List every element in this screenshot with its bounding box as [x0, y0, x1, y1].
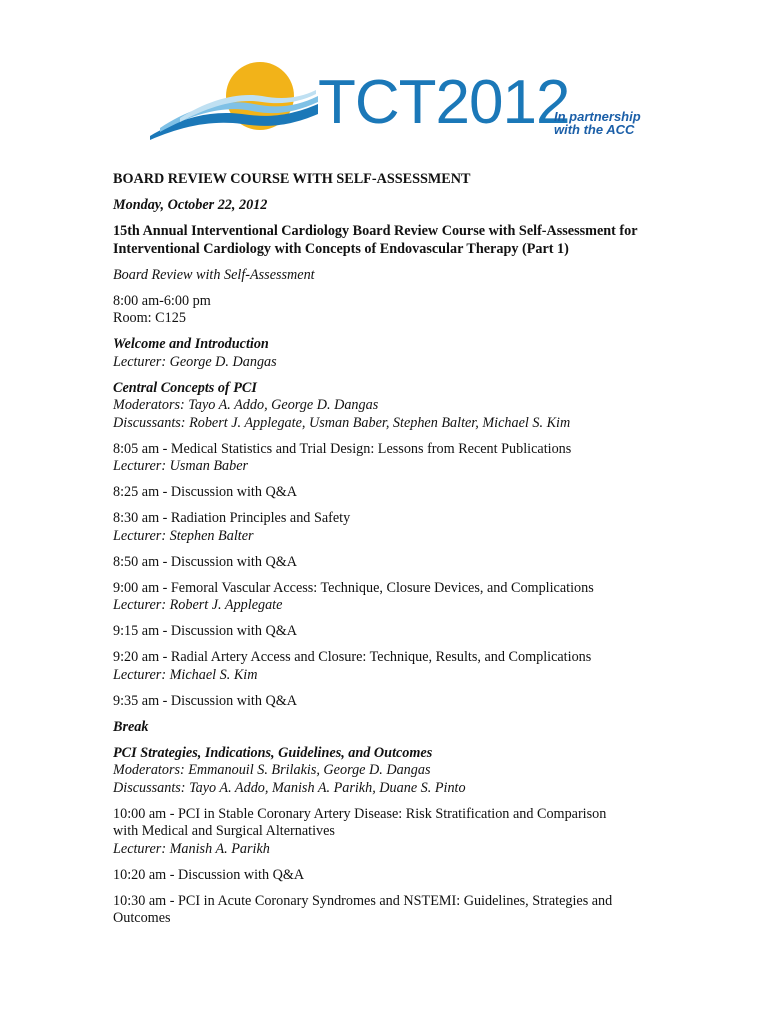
talk-title: 9:00 am - Femoral Vascular Access: Technique, Closure Devices, and Complications — [113, 579, 594, 596]
logo-tagline — [554, 110, 641, 136]
talk-title-line1: 10:00 am - PCI in Stable Coronary Artery Disease: Risk Stratification and Comparison — [113, 805, 607, 822]
talk-lecturer: Lecturer: Robert J. Applegate — [113, 597, 283, 613]
talk-lecturer: Lecturer: Usman Baber — [113, 458, 249, 474]
session-title: 15th Annual Interventional Cardiology Board Review Course with Self-Assessment for Interventional Cardiology with Concepts of Endovascular Therapy (Part 1) — [113, 223, 638, 257]
sun-wave-logo-icon — [150, 52, 320, 142]
strategies-moderators: Moderators: Emmanouil S. Brilakis, George D. Dangas — [113, 762, 431, 778]
welcome-lecturer: Lecturer: George D. Dangas — [113, 353, 277, 370]
session-subtitle: Board Review with Self-Assessment — [113, 266, 315, 283]
agenda-item — [113, 580, 673, 615]
session-room: Room: C125 — [113, 310, 186, 326]
talk-title-line2: with Medical and Surgical Alternatives — [113, 823, 335, 839]
central-title: Central Concepts of PCI — [113, 379, 257, 396]
welcome-block — [113, 336, 673, 371]
talk-lecturer: Lecturer: Manish A. Parikh — [113, 840, 270, 857]
session-date: Monday, October 22, 2012 — [113, 197, 268, 213]
agenda-item — [113, 649, 673, 684]
course-title: BOARD REVIEW COURSE WITH SELF-ASSESSMENT — [113, 171, 471, 187]
discussion-item: 9:35 am - Discussion with Q&A — [113, 692, 298, 709]
talk-title: 8:30 am - Radiation Principles and Safety — [113, 510, 351, 526]
talk-title-line2: Outcomes — [113, 910, 171, 926]
logo-tagline-line1: In partnership — [554, 109, 641, 124]
strategies-block — [113, 745, 673, 798]
program-content — [113, 171, 673, 936]
logo-wordmark: TCT2012 — [318, 68, 570, 137]
discussion-item: 8:25 am - Discussion with Q&A — [113, 484, 298, 500]
tct2012-logo — [150, 52, 650, 142]
discussion-item: 10:20 am - Discussion with Q&A — [113, 866, 305, 883]
agenda-item — [113, 510, 673, 545]
talk-lecturer: Lecturer: Stephen Balter — [113, 527, 254, 544]
central-moderators: Moderators: Tayo A. Addo, George D. Dangas — [113, 397, 379, 413]
central-concepts-block — [113, 380, 673, 433]
agenda-item — [113, 806, 673, 859]
strategies-discussants: Discussants: Tayo A. Addo, Manish A. Parikh, Duane S. Pinto — [113, 779, 466, 796]
discussion-item: 8:50 am - Discussion with Q&A — [113, 553, 298, 570]
discussion-item: 9:15 am - Discussion with Q&A — [113, 623, 298, 639]
agenda-item — [113, 893, 673, 928]
central-discussants: Discussants: Robert J. Applegate, Usman Baber, Stephen Balter, Michael S. Kim — [113, 414, 571, 431]
agenda-item — [113, 441, 673, 476]
break-label: Break — [113, 718, 149, 735]
talk-title: 8:05 am - Medical Statistics and Trial Design: Lessons from Recent Publications — [113, 440, 572, 457]
talk-lecturer: Lecturer: Michael S. Kim — [113, 666, 258, 683]
logo-tagline-line2: with the ACC — [554, 122, 635, 137]
session-time: 8:00 am-6:00 pm — [113, 292, 211, 309]
strategies-title: PCI Strategies, Indications, Guidelines, and Outcomes — [113, 744, 433, 761]
welcome-title: Welcome and Introduction — [113, 336, 269, 352]
talk-title: 9:20 am - Radial Artery Access and Closure: Technique, Results, and Complications — [113, 649, 592, 665]
talk-title-line1: 10:30 am - PCI in Acute Coronary Syndromes and NSTEMI: Guidelines, Strategies and — [113, 892, 613, 909]
time-room-block — [113, 293, 673, 328]
